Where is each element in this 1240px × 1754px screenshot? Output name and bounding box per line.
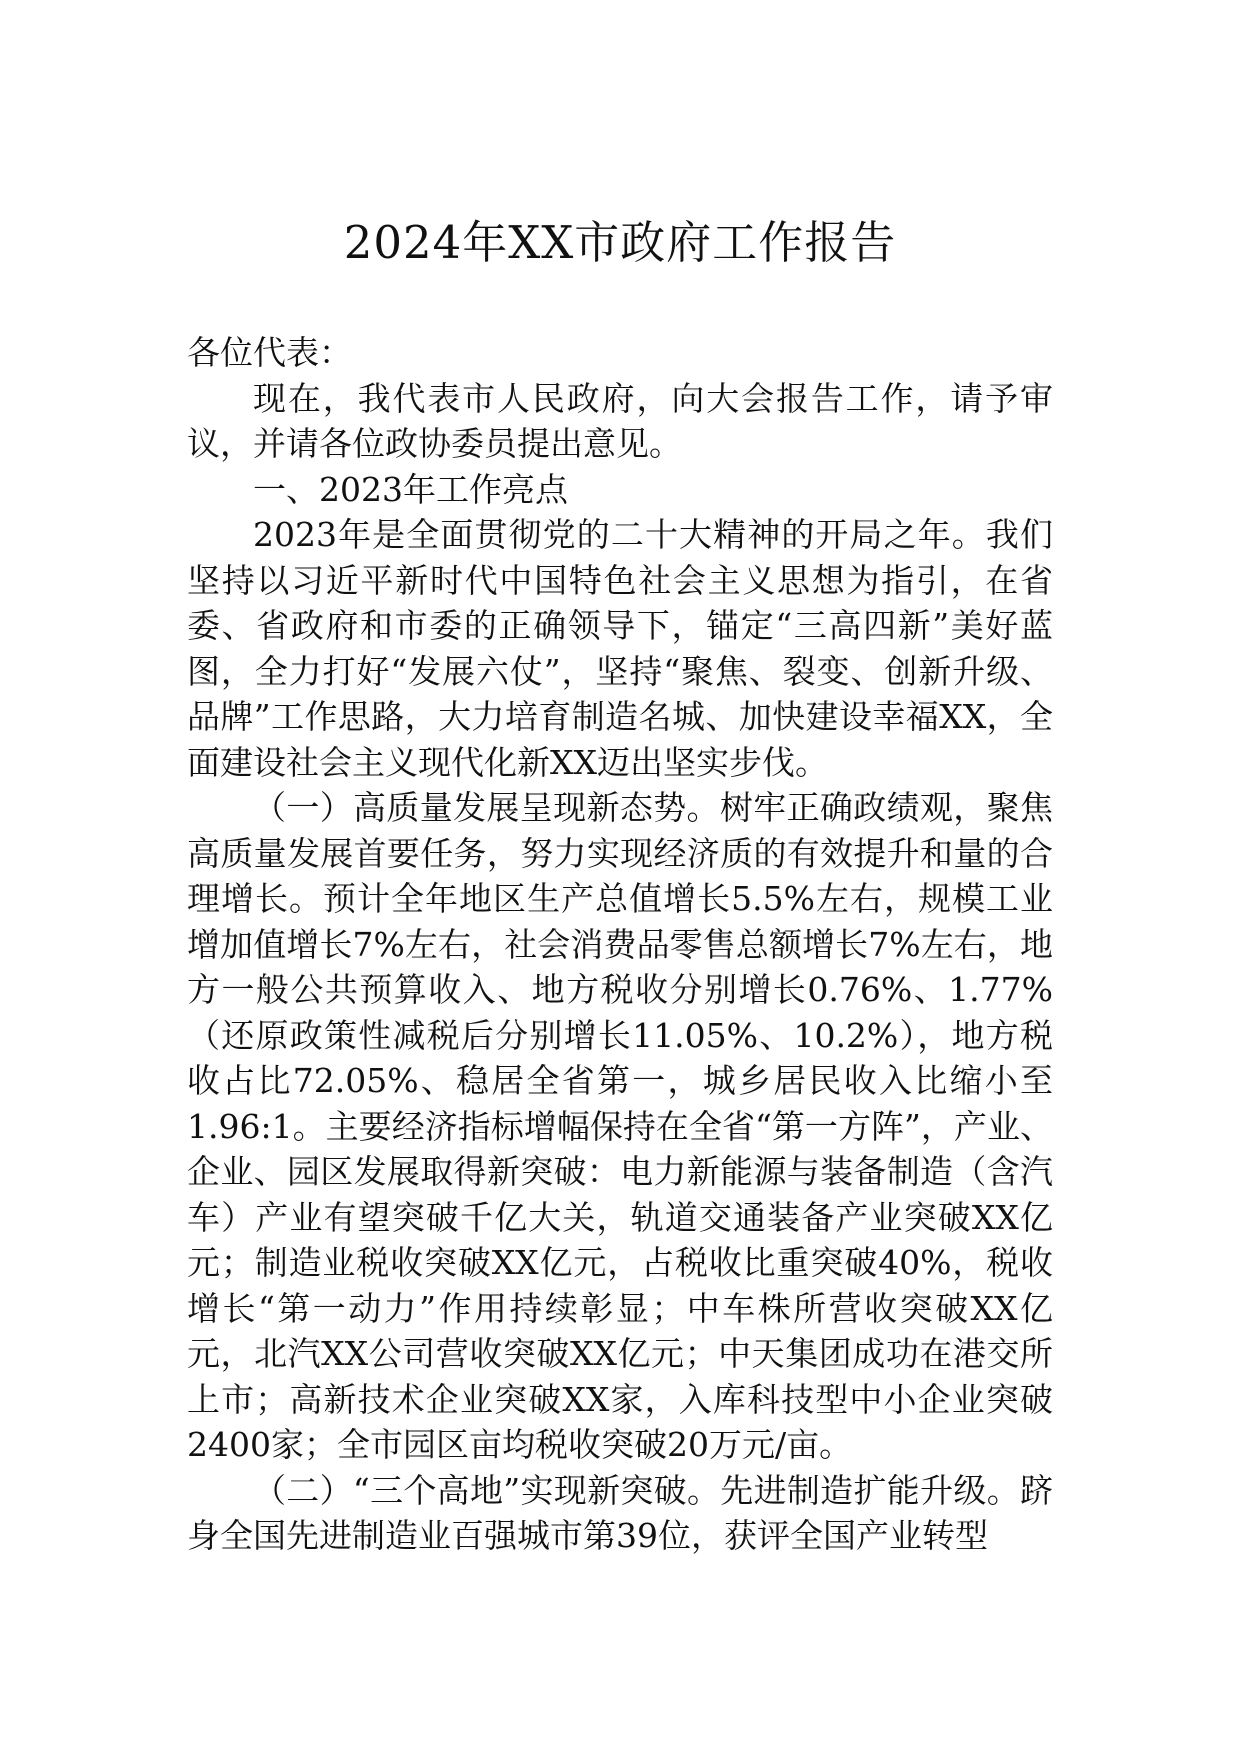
salutation: 各位代表： <box>187 333 352 372</box>
document-title: 2024年XX市政府工作报告 <box>343 216 897 269</box>
section-heading: 一、2023年工作亮点 <box>253 469 568 509</box>
body-paragraph: （二）“三个高地”实现新突破。先进制造扩能升级。跻身全国先进制造业百强城市第39位，获评全国产业转型 <box>187 1470 1053 1555</box>
document-body <box>187 330 1053 1559</box>
body-paragraph: 2023年是全面贯彻党的二十大精神的开局之年。我们坚持以习近平新时代中国特色社会主义思想为指引，在省委、省政府和市委的正确领导下，锚定“三高四新”美好蓝图，全力打好“发展六仗”，坚持“聚焦、裂变、创新升级、品牌”工作思路，大力培育制造名城、加快建设幸福XX，全面建设社会主义现代化新XX迈出坚实步伐。 <box>187 515 1053 782</box>
intro-paragraph: 现在，我代表市人民政府，向大会报告工作，请予审议，并请各位政协委员提出意见。 <box>187 378 1053 463</box>
body-paragraph: （一）高质量发展呈现新态势。树牢正确政绩观，聚焦高质量发展首要任务，努力实现经济质的有效提升和量的合理增长。预计全年地区生产总值增长5.5%左右，规模工业增加值增长7%左右，社会消费品零售总额增长7%左右，地方一般公共预算收入、地方税收分别增长0.76%、1.77%（还原政策性减税后分别增长11.05%、10.2%），地方税收占比72.05%、稳居全省第一，城乡居民收入比缩小至1.96:1。主要经济指标增幅保持在全省“第一方阵”，产业、企业、园区发展取得新突破：电力新能源与装备制造（含汽车）产业有望突破千亿大关，轨道交通装备产业突破XX亿元；制造业税收突破XX亿元，占税收比重突破40%，税收增长“第一动力”作用持续彰显；中车株所营收突破XX亿元，北汽XX公司营收突破XX亿元；中天集团成功在港交所上市；高新技术企业突破XX家，入库科技型中小企业突破2400家；全市园区亩均税收突破20万元/亩。 <box>187 788 1053 1464</box>
